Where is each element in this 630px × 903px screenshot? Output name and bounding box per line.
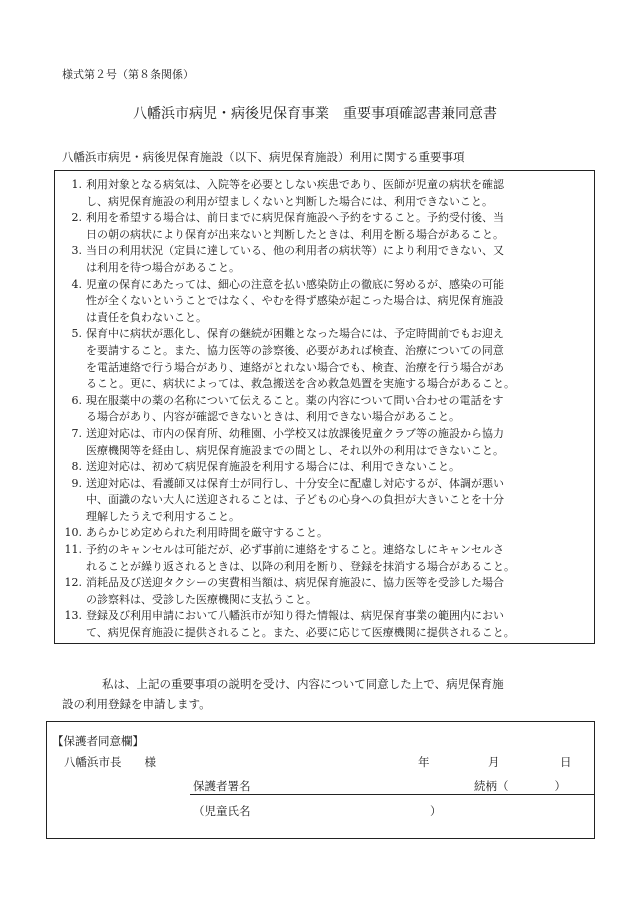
item-text [86,277,588,327]
item-number: 1. [71,178,82,191]
list-item [61,525,588,542]
year-label: 年 [418,755,430,769]
list-item [61,326,588,392]
item-line: を要請すること。また、協力医等の診察後、必要があれば検査、治療についての同意 [86,343,504,357]
item-number: 13. [64,609,82,623]
item-number: 3. [71,244,82,258]
section-heading: 八幡浜市病児・病後児保育施設（以下、病児保育施設）利用に関する重要事項 [62,150,465,164]
signature-label: 保護者署名 [193,779,251,793]
child-name-close: ） [430,804,442,818]
item-line: あらかじめ定められた利用時間を厳守すること。 [86,526,328,540]
item-line: 保育中に病状が悪化し、保育の継続が困難となった場合には、予定時間前でもお迎え [86,327,504,341]
list-item [61,459,588,476]
item-text [86,393,588,426]
addressee: 八幡浜市長 様 [64,755,156,769]
item-line: の診察料は、受診した医療機関に支払うこと。 [86,592,317,606]
item-text [86,608,588,641]
item-line: 送迎対応は、初めて病児保育施設を利用する場合には、利用できないこと。 [86,460,460,474]
item-line: 理解したうえで利用すること。 [86,509,240,523]
item-number: 7. [71,426,82,440]
document-title: 八幡浜市病児・病後児保育事業 重要事項確認書兼同意書 [133,106,497,122]
item-number: 11. [64,543,82,557]
month-label: 月 [488,755,500,769]
item-text [86,459,588,476]
item-number: 6. [71,393,82,407]
item-line: 送迎対応は、看護師又は保育士が同行し、十分安全に配慮し対応するが、体調が悪い [86,476,504,490]
form-number: 様式第２号（第８条関係） [62,68,194,81]
list-item [61,542,588,575]
item-text [86,243,588,276]
item-text [86,326,588,392]
day-label: 日 [560,755,572,769]
item-line: 予約のキャンセルは可能だが、必ず事前に連絡をすること。連絡なしにキャンセルさ [86,543,504,557]
item-line: は責任を負わないこと。 [86,310,207,324]
list-item [61,575,588,608]
item-line: 消耗品及び送迎タクシーの実費相当額は、病児保育施設に、協力医等を受診した場合 [86,576,504,590]
item-number: 5. [71,327,82,341]
item-line: し、病児保育施設の利用が望ましくないと判断した場合には、利用できないこと。 [86,194,493,208]
guardian-heading: 【保護者同意欄】 [52,734,144,748]
relationship-field[interactable]: 続柄（ ） [474,779,566,793]
item-line: 中、面識のない大人に送迎されることは、子どもの心身への負担が大きいことを十分 [86,493,504,507]
item-line: 当日の利用状況（定員に達している、他の利用者の病状等）により利用できない、又 [86,244,504,258]
consent-statement [62,674,504,714]
item-line: て、病児保育施設に提供されること。また、必要に応じて医療機関に提供されること。 [86,626,515,640]
item-line: る場合があり、内容が確認できないときは、利用できない場合があること。 [86,410,460,424]
item-number: 4. [71,277,82,291]
item-line: 現在服薬中の薬の名称について伝えること。薬の内容について問い合わせの電話をす [86,393,504,407]
list-item [61,277,588,327]
item-line: ること。更に、病状によっては、救急搬送を含め救急処置を実施する場合があること。 [86,377,515,391]
item-number: 12. [64,576,82,590]
item-line: れることが繰り返されるときは、以降の利用を断り、登録を抹消する場合があること。 [86,559,515,573]
item-line: 利用を希望する場合は、前日までに病児保育施設へ予約をすること。予約受付後、当 [86,211,504,225]
item-text [86,575,588,608]
item-text [86,210,588,243]
item-number: 8. [71,460,82,474]
item-line: 日の朝の病状により保育が出来ないと判断したときは、利用を断る場合があること。 [86,227,504,241]
list-item [61,426,588,459]
child-name-open: （児童氏名 [193,804,251,818]
item-number: 10. [64,526,82,540]
item-line: 性が全くないということではなく、やむを得ず感染が起こった場合は、病児保育施設 [86,294,504,308]
consent-line: 設の利用登録を申請します。 [62,697,211,711]
list-item [61,393,588,426]
item-line: 送迎対応は、市内の保育所、幼稚園、小学校又は放課後児童クラブ等の施設から協力 [86,426,504,440]
list-item [61,608,588,641]
item-text [86,426,588,459]
item-text [86,542,588,575]
item-line: 利用対象となる病気は、入院等を必要としない疾患であり、医師が児童の病状を確認 [86,178,504,191]
item-line: は利用を待つ場合があること。 [86,260,240,274]
important-items-box [54,170,595,644]
item-number: 2. [71,211,82,225]
list-item [61,243,588,276]
item-line: 登録及び利用申請において八幡浜市が知り得た情報は、病児保育事業の範囲内におい [86,609,504,623]
signature-underline [190,794,595,795]
item-text [86,177,588,210]
item-number: 9. [71,476,82,490]
item-line: 医療機関等を経由し、病児保育施設までの間とし、それ以外の利用はできないこと。 [86,443,504,457]
item-text [86,525,588,542]
consent-line: 私は、上記の重要事項の説明を受け、内容について同意した上で、病児保育施 [102,677,504,691]
list-item [61,177,588,210]
item-text [86,476,588,526]
item-line: 児童の保育にあたっては、細心の注意を払い感染防止の徹底に努めるが、感染の可能 [86,277,504,291]
list-item [61,476,588,526]
list-item [61,210,588,243]
item-line: を電話連絡で行う場合があり、連絡がとれない場合でも、検査、治療を行う場合があ [86,360,504,374]
